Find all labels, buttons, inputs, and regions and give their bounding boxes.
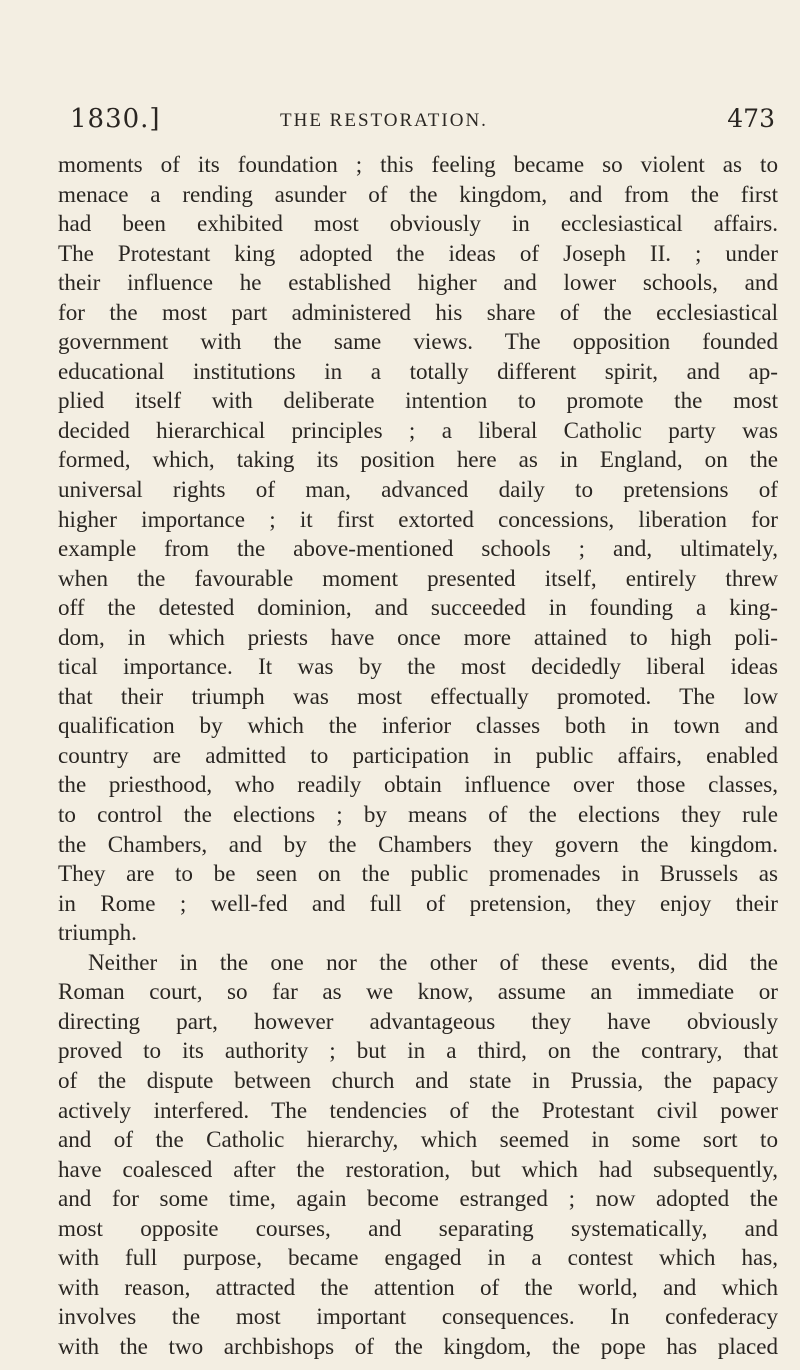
text-line: that their triumph was most effectually promoted. The low (58, 682, 778, 709)
text-line: and for some time, again become estranged ; now adopted the (58, 1185, 778, 1212)
text-line: with full purpose, became engaged in a contest which has, (58, 1244, 778, 1271)
text-line: example from the above-mentioned schools ; and, ultimately, (58, 535, 778, 562)
text-line: had been exhibited most obviously in ecclesiastical affairs. (58, 210, 778, 237)
text-line: The Protestant king adopted the ideas of Joseph II. ; under (58, 239, 778, 266)
text-line: with the two archbishops of the kingdom, the pope has placed (58, 1332, 778, 1359)
text-line: the priesthood, who readily obtain influence over those classes, (58, 771, 778, 798)
text-line: for the most part administered his share of the ecclesiastical (58, 298, 778, 325)
text-line: most opposite courses, and separating systematically, and (58, 1214, 778, 1241)
text-line: the Chambers, and by the Chambers they govern the kingdom. (58, 830, 778, 857)
text-line: qualification by which the inferior classes both in town and (58, 712, 778, 739)
text-line: tical importance. It was by the most decidedly liberal ideas (58, 653, 778, 680)
text-line: menace a rending asunder of the kingdom, and from the first (58, 180, 778, 207)
text-line: Roman court, so far as we know, assume an immediate or (58, 978, 778, 1005)
text-line: their influence he established higher and lower schools, and (58, 269, 778, 296)
running-title: THE RESTORATION. (280, 110, 488, 131)
text-line: universal rights of man, advanced daily to pretensions of (58, 476, 778, 503)
header-year: 1830.] (70, 104, 161, 134)
text-line: plied itself with deliberate intention to promote the most (58, 387, 778, 414)
text-line: off the detested dominion, and succeeded in founding a king- (58, 594, 778, 621)
text-line: with reason, attracted the attention of the world, and which (58, 1273, 778, 1300)
paragraph-end-line: triumph. (58, 919, 137, 946)
text-line: higher importance ; it first extorted concessions, liberation for (58, 505, 778, 532)
text-line: of the dispute between church and state in Prussia, the papacy (58, 1066, 778, 1093)
text-line: decided hierarchical principles ; a liberal Catholic party was (58, 416, 778, 443)
text-line: government with the same views. The opposition founded (58, 328, 778, 355)
text-line: when the favourable moment presented itself, entirely threw (58, 564, 778, 591)
text-line: educational institutions in a totally different spirit, and ap- (58, 357, 778, 384)
text-line: in Rome ; well-fed and full of pretension, they enjoy their (58, 889, 778, 916)
text-line: They are to be seen on the public promenades in Brussels as (58, 860, 778, 887)
text-line: country are admitted to participation in public affairs, enabled (58, 741, 778, 768)
body-text (58, 150, 778, 1361)
text-line: to control the elections ; by means of the elections they rule (58, 801, 778, 828)
running-header (70, 104, 775, 144)
page-number: 473 (727, 104, 775, 133)
paragraph-start-line: Neither in the one nor the other of these events, did the (88, 948, 778, 975)
text-line: involves the most important consequences. In confederacy (58, 1303, 778, 1330)
text-line: have coalesced after the restoration, but which had subsequently, (58, 1155, 778, 1182)
text-line: directing part, however advantageous they have obviously (58, 1007, 778, 1034)
text-line: proved to its authority ; but in a third, on the contrary, that (58, 1037, 778, 1064)
text-line: and of the Catholic hierarchy, which seemed in some sort to (58, 1126, 778, 1153)
text-line: dom, in which priests have once more attained to high poli- (58, 623, 778, 650)
text-line: formed, which, taking its position here as in England, on the (58, 446, 778, 473)
text-line: actively interfered. The tendencies of the Protestant civil power (58, 1096, 778, 1123)
text-line: moments of its foundation ; this feeling became so violent as to (58, 151, 778, 177)
